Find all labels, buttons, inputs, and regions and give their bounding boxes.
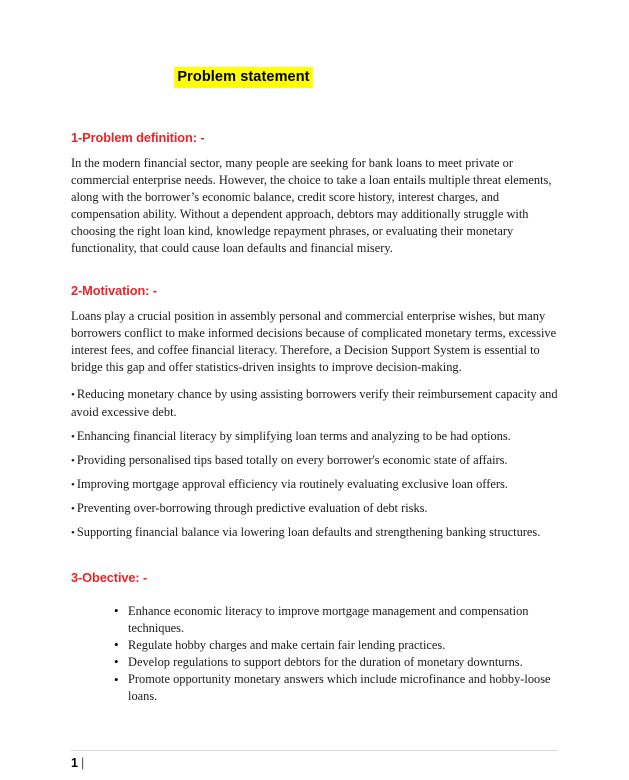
page-number: 1 (71, 756, 78, 770)
bullet-icon: • (71, 478, 75, 491)
objective-bullet-list (71, 603, 558, 706)
list-item-label: Supporting financial balance via lowering loan defaults and strengthening banking structures. (76, 524, 541, 539)
bullet-icon: • (71, 526, 75, 539)
footer-divider (71, 750, 558, 751)
section-problem-definition (71, 37, 558, 257)
section-motivation (71, 284, 558, 542)
list-item-label: Develop regulations to support debtors for the duration of monetary downturns. (128, 654, 523, 669)
page-footer (71, 750, 558, 770)
document-body (71, 0, 558, 705)
section-heading-objective: 3-Obective: - (71, 570, 148, 585)
list-item (71, 476, 558, 494)
page-title-highlight: Problem statement (174, 67, 312, 88)
list-item (71, 524, 558, 542)
motivation-bullet-list (71, 386, 558, 542)
list-item (71, 386, 558, 421)
list-item (71, 654, 558, 671)
list-item (71, 428, 558, 446)
list-item (71, 637, 558, 654)
section-heading-motivation: 2-Motivation: - (71, 283, 157, 299)
list-item-label: Providing personalised tips based totally on every borrower's economic state of affairs. (76, 452, 508, 467)
list-item (71, 452, 558, 470)
list-item-label: Enhance economic literacy to improve mortgage management and compensation techniques. (128, 603, 529, 635)
list-item (71, 671, 558, 705)
paragraph-motivation: Loans play a crucial position in assembly personal and commercial enterprise wishes, but many borrowers conflict to make informed decisions because of complicated monetary terms, excessive interest fees, and coffee financial literacy. Therefore, a Decision Support System is essential to bridge this gap and offer statistics-driven insights to improve decision-making. (71, 308, 557, 375)
list-item (71, 603, 558, 637)
list-item-label: Preventing over-borrowing through predictive evaluation of debt risks. (76, 500, 428, 515)
bullet-icon: • (71, 454, 75, 467)
bullet-icon: • (71, 430, 75, 443)
bullet-icon: • (71, 389, 75, 402)
list-item-label: Improving mortgage approval efficiency via routinely evaluating exclusive loan offers. (76, 476, 508, 491)
footer-separator: | (80, 756, 85, 770)
bullet-icon: • (71, 502, 75, 515)
paragraph-problem-definition: In the modern financial sector, many people are seeking for bank loans to meet private or commercial enterprise needs. However, the choice to take a loan entails multiple threat elements, along with the borrower’s economic balance, credit score history, interest charges, and compensation ability. Without a dependent approach, debtors may additionally struggle with choosing the right loan kind, knowledge repayment phrases, or evaluating their monetary functionality, that could cause loan defaults and financial misery. (71, 155, 552, 256)
list-item-label: Regulate hobby charges and make certain fair lending practices. (128, 637, 446, 652)
list-item-label: Promote opportunity monetary answers which include microfinance and hobby-loose loans. (128, 672, 551, 704)
section-objective (71, 571, 558, 705)
list-item-label: Enhancing financial literacy by simplifying loan terms and analyzing to be had options. (76, 428, 511, 443)
section-heading-problem-definition: 1-Problem definition: - (71, 130, 205, 145)
page-number-block (71, 757, 558, 770)
list-item-label: Reducing monetary chance by using assisting borrowers verify their reimbursement capacity and avoid excessive debt. (71, 387, 558, 420)
list-item (71, 500, 558, 518)
